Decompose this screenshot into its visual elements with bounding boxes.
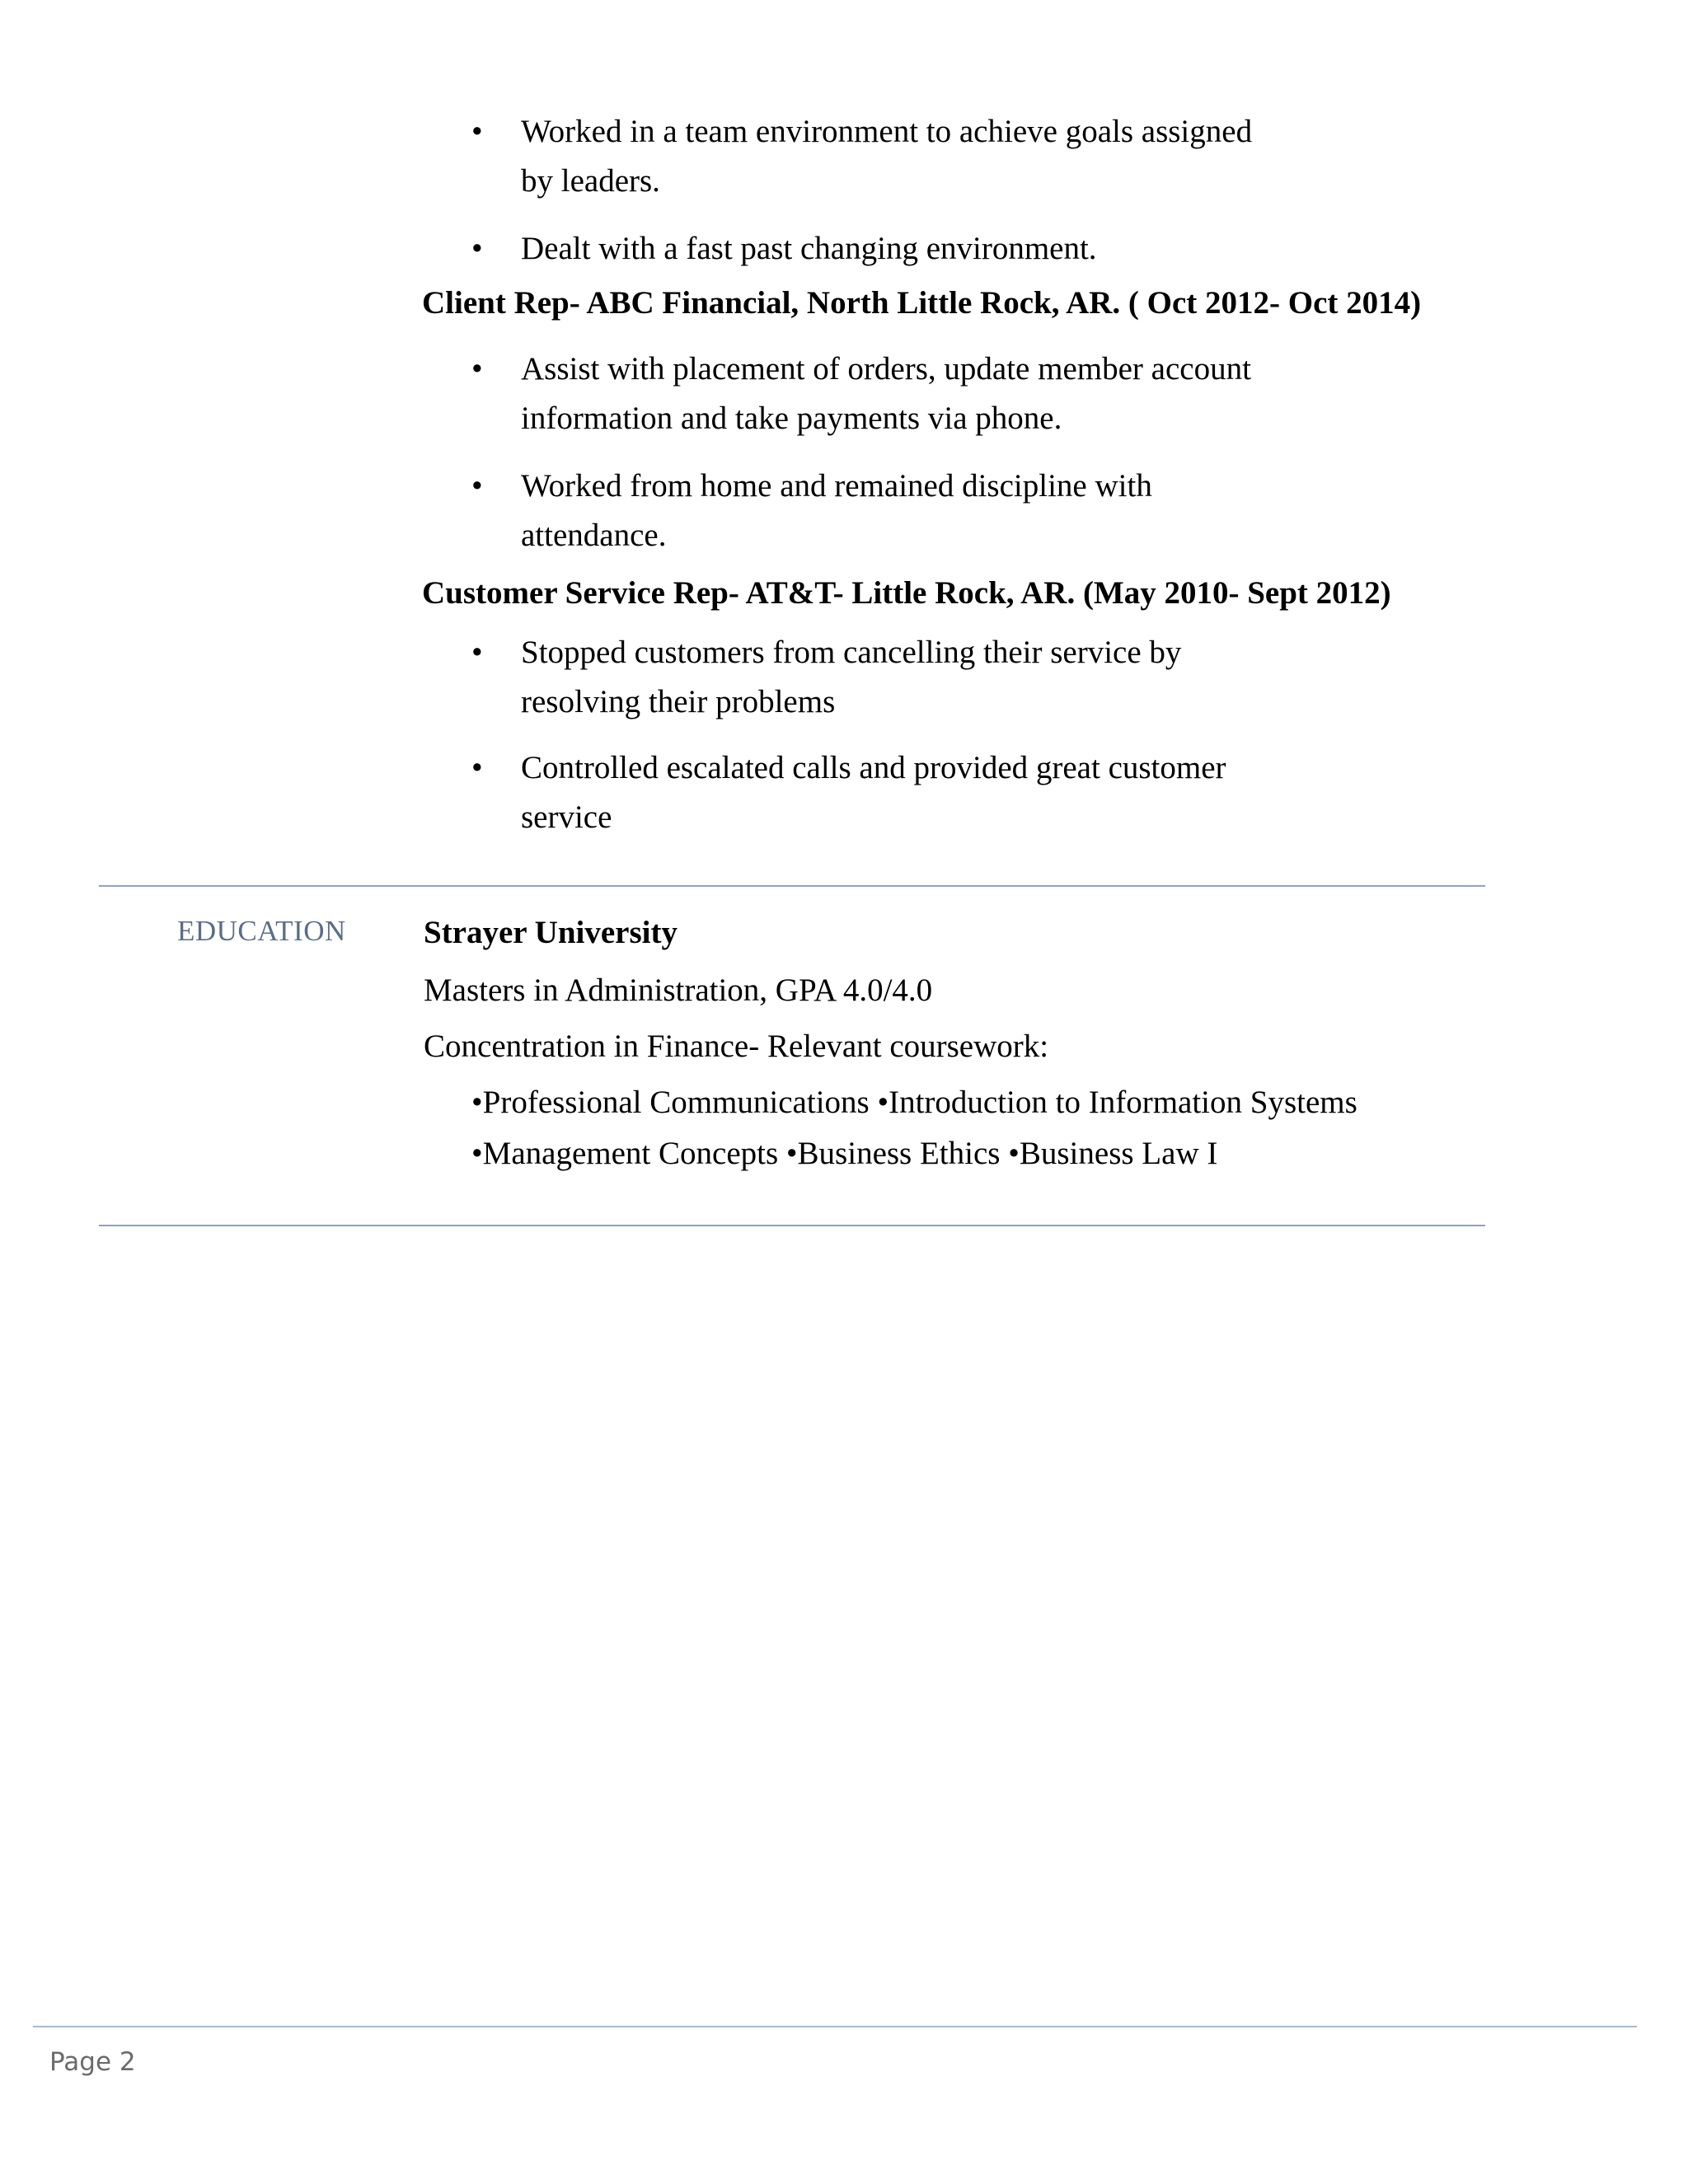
bullet-text-continued: resolving their problems — [521, 684, 836, 719]
job-title-customer-service-rep: Customer Service Rep- AT&T- Little Rock, AR. (May 2010- Sept 2012) — [422, 575, 1391, 611]
bullet-text: Assist with placement of orders, update member account — [521, 351, 1251, 387]
section-divider — [99, 1225, 1485, 1226]
section-label-education: EDUCATION — [177, 915, 346, 947]
bullet-text: Stopped customers from cancelling their service by — [521, 635, 1182, 670]
education-school: Strayer University — [424, 915, 678, 950]
bullet-text: Dealt with a fast past changing environment. — [521, 231, 1097, 266]
education-degree: Masters in Administration, GPA 4.0/4.0 — [424, 972, 933, 1008]
bullet-text: Worked from home and remained discipline with — [521, 468, 1152, 504]
bullet-marker: • — [471, 231, 483, 266]
bullet-marker: • — [471, 468, 483, 504]
bullet-text-continued: attendance. — [521, 518, 667, 553]
education-courses-line-1: •Professional Communications •Introduction to Information Systems — [471, 1085, 1357, 1120]
bullet-marker: • — [471, 114, 483, 149]
bullet-marker: • — [471, 635, 483, 670]
bullet-marker: • — [471, 351, 483, 387]
bullet-text: Controlled escalated calls and provided great customer — [521, 750, 1226, 785]
section-divider — [99, 885, 1485, 887]
footer-divider — [33, 2026, 1637, 2027]
job-title-client-rep: Client Rep- ABC Financial, North Little Rock, AR. ( Oct 2012- Oct 2014) — [422, 285, 1422, 321]
education-concentration: Concentration in Finance- Relevant coursework: — [424, 1029, 1049, 1064]
education-courses-line-2: •Management Concepts •Business Ethics •Business Law I — [471, 1136, 1218, 1171]
page-number: Page 2 — [49, 2047, 136, 2077]
bullet-marker: • — [471, 750, 483, 785]
bullet-text-continued: service — [521, 799, 612, 835]
bullet-text-continued: information and take payments via phone. — [521, 401, 1062, 436]
bullet-text-continued: by leaders. — [521, 163, 660, 199]
bullet-text: Worked in a team environment to achieve goals assigned — [521, 114, 1253, 149]
